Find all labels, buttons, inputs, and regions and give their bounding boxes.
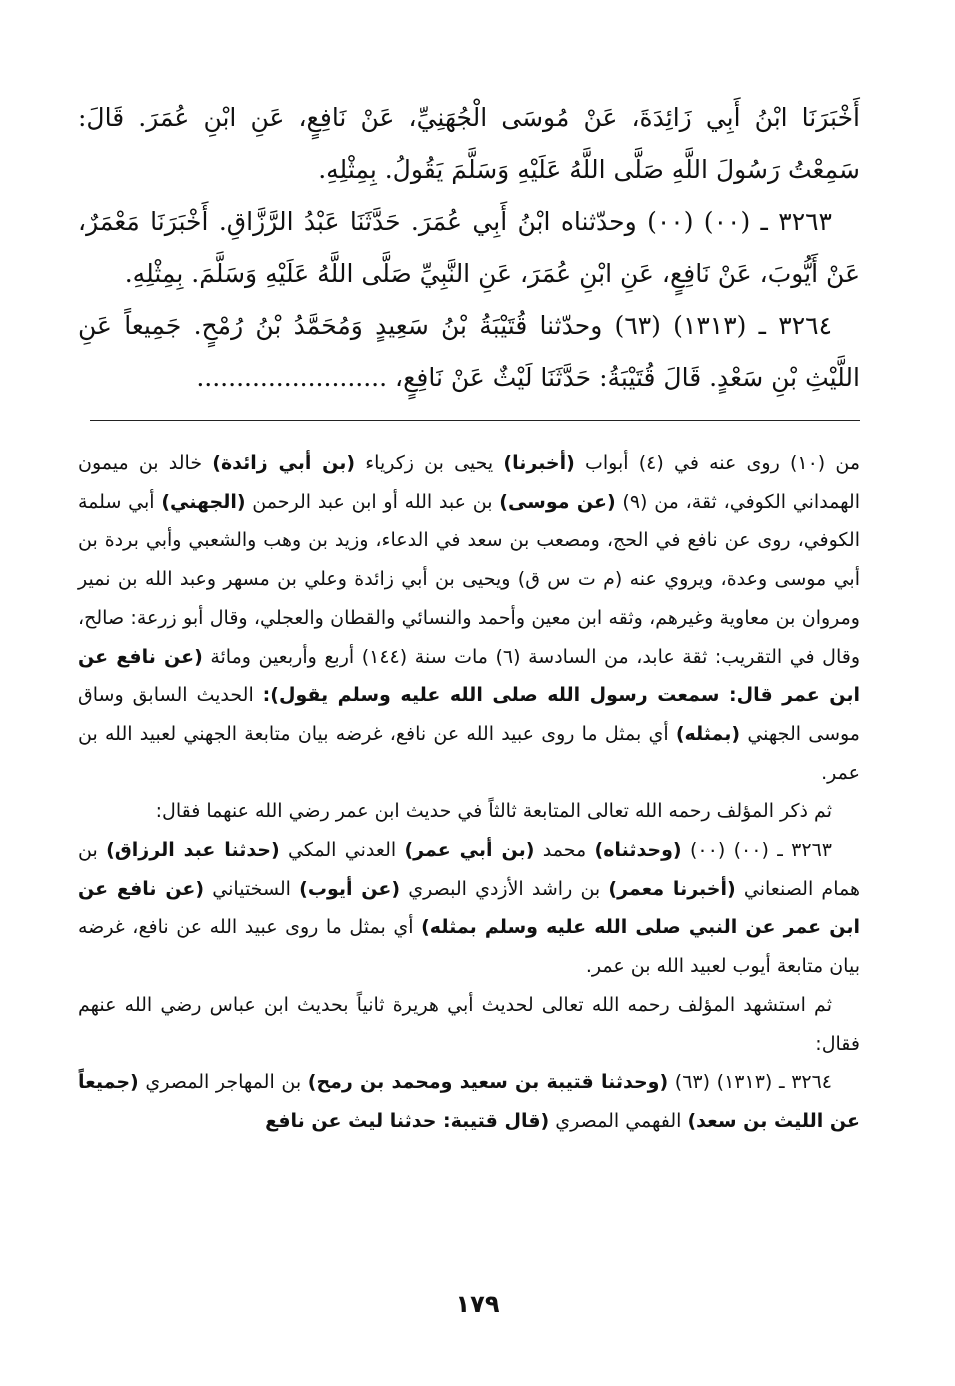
commentary-run: السختياني	[204, 877, 300, 900]
commentary-paragraph-2: ثم ذكر المؤلف رحمه الله تعالى المتابعة ثالثاً في حديث ابن عمر رضي الله عنهما فقال:	[155, 800, 832, 823]
page-number: ١٧٩	[455, 1290, 500, 1318]
ellipsis-dots: ........................	[196, 363, 388, 392]
hadith-paragraph-2: ٣٢٦٣ ـ (٠٠) (٠٠) وحدّثناه ابْنُ أَبِي عُمَرَ. حَدَّثَنَا عَبْدُ الرَّزَّاقِ. أَخْبَرَنَا مَعْمَرٌ، عَنْ أَيُّوبَ، عَنْ نَافِعٍ، عَنِ ابْنِ عُمَرَ، عَنِ النَّبِيِّ صَلَّى اللَّهُ عَلَيْهِ وَسَلَّمَ. بِمِثْلِهِ.	[78, 207, 860, 288]
bold-quote: (بمثله)	[675, 722, 741, 745]
commentary-run: ٣٢٦٣ ـ (٠٠) (٠٠)	[681, 839, 832, 862]
bold-quote: (بن أبي زائدة)	[212, 452, 356, 474]
commentary-run: العدني المكي	[279, 839, 405, 862]
hadith-paragraph-3	[78, 300, 860, 404]
bold-quote: (بن أبي عمر)	[404, 839, 535, 862]
commentary-run: أبي سلمة الكوفي، روى عن نافع في الحج، ومصعب بن سعد في الدعاء، وزيد بن وهب والشعبي وأبي بردة بن أبي موسى وعدة، ويروي عنه (م ت س ق) ويحيى بن أبي زائدة وعلي بن مسهر وعبد الله بن نمير ومروان بن معاوية وغيرهم، وثقه ابن معين وأحمد والنسائي والقطان والعجلي، وقال أبو زرعة: صالح، وقال في التقريب: ثقة عابد، من السادسة (٦) مات سنة (١٤٤) أربع وأربعين ومائة	[78, 490, 861, 668]
commentary-paragraph-1	[78, 444, 860, 792]
bold-quote: (قال قتيبة: حدثنا ليث عن نافع	[265, 1109, 550, 1132]
commentary-run: بن راشد الأزدي البصري	[400, 877, 609, 900]
commentary-text	[78, 444, 860, 1141]
commentary-run: ٣٢٦٤ ـ (١٣١٣) (٦٣)	[668, 1071, 833, 1094]
bold-quote: (عن نافع عن ابن عمر عن النبي صلى الله عليه وسلم بمثله)	[78, 877, 860, 939]
bold-quote: (عن موسى)	[499, 490, 616, 513]
commentary-run: بن همام الصنعاني	[78, 839, 860, 900]
bold-quote: (أخبرنا معمر)	[608, 877, 736, 900]
commentary-run: الفهمي المصري	[549, 1109, 688, 1132]
bold-quote: (الجهني)	[161, 490, 246, 513]
commentary-run: أي بمثل ما روى عبيد الله عن نافع، غرضه بيان متابعة الجهني لعبيد الله بن عمر.	[78, 722, 860, 784]
commentary-run: بن المهاجر المصري	[138, 1071, 308, 1094]
commentary-paragraph-5	[78, 1063, 860, 1140]
bold-quote: (جميعاً عن الليث بن سعد)	[78, 1071, 860, 1132]
commentary-run: الحديث السابق وساق موسى الجهني	[78, 684, 860, 745]
hadith-paragraph-3-text: ٣٢٦٤ ـ (١٣١٣) (٦٣) وحدّثنا قُتَيْبَةُ بْنُ سَعِيدٍ وَمُحَمَّدُ بْنُ رُمْحٍ. جَمِيعاً عَنِ اللَّيْثِ بْنِ سَعْدٍ. قَالَ قُتَيْبَةُ: حَدَّثَنَا لَيْثٌ عَنْ نَافِعٍ،	[78, 311, 860, 392]
footnote-divider	[90, 420, 860, 421]
commentary-run: من (١٠) روى عنه في (٤) أبواب	[574, 452, 861, 474]
bold-quote: (وحدثناه)	[594, 839, 682, 862]
bold-quote: (عن أيوب)	[299, 877, 401, 900]
bold-quote: (عن نافع عن ابن عمر قال: سمعت رسول الله صلى الله عليه وسلم يقول):	[78, 645, 860, 707]
commentary-run: خالد بن ميمون الهمداني الكوفي، ثقة، من (٩)	[78, 452, 860, 513]
commentary-run: محمد	[534, 839, 595, 862]
hadith-paragraph-1: أَخْبَرَنَا ابْنُ أَبِي زَائِدَةَ، عَنْ مُوسَى الْجُهَنِيِّ، عَنْ نَافِعٍ، عَنِ ابْنِ عُمَرَ. قَالَ: سَمِعْتُ رَسُولَ اللَّهِ صَلَّى اللَّهُ عَلَيْهِ وَسَلَّمَ يَقُولُ. بِمِثْلِهِ.	[78, 103, 860, 184]
bold-quote: (أخبرنا)	[503, 452, 575, 474]
bold-quote: (وحدثنا قتيبة بن سعيد ومحمد بن رمح)	[307, 1071, 669, 1094]
bold-quote: (حدثنا عبد الرزاق)	[106, 839, 280, 862]
commentary-run: أي بمثل ما روى عبيد الله عن نافع، غرضه بيان متابعة أيوب لعبيد الله بن عمر.	[78, 916, 860, 978]
commentary-run: يحيى بن زكرياء	[355, 452, 504, 474]
commentary-paragraph-4: ثم استشهد المؤلف رحمه الله تعالى لحديث أبي هريرة ثانياً بحديث ابن عباس رضي الله عنهم فقال:	[78, 993, 860, 1055]
commentary-paragraph-3	[78, 831, 860, 986]
commentary-run: بن عبد الله أو ابن عبد الرحمن	[245, 490, 500, 513]
hadith-text	[78, 92, 860, 404]
